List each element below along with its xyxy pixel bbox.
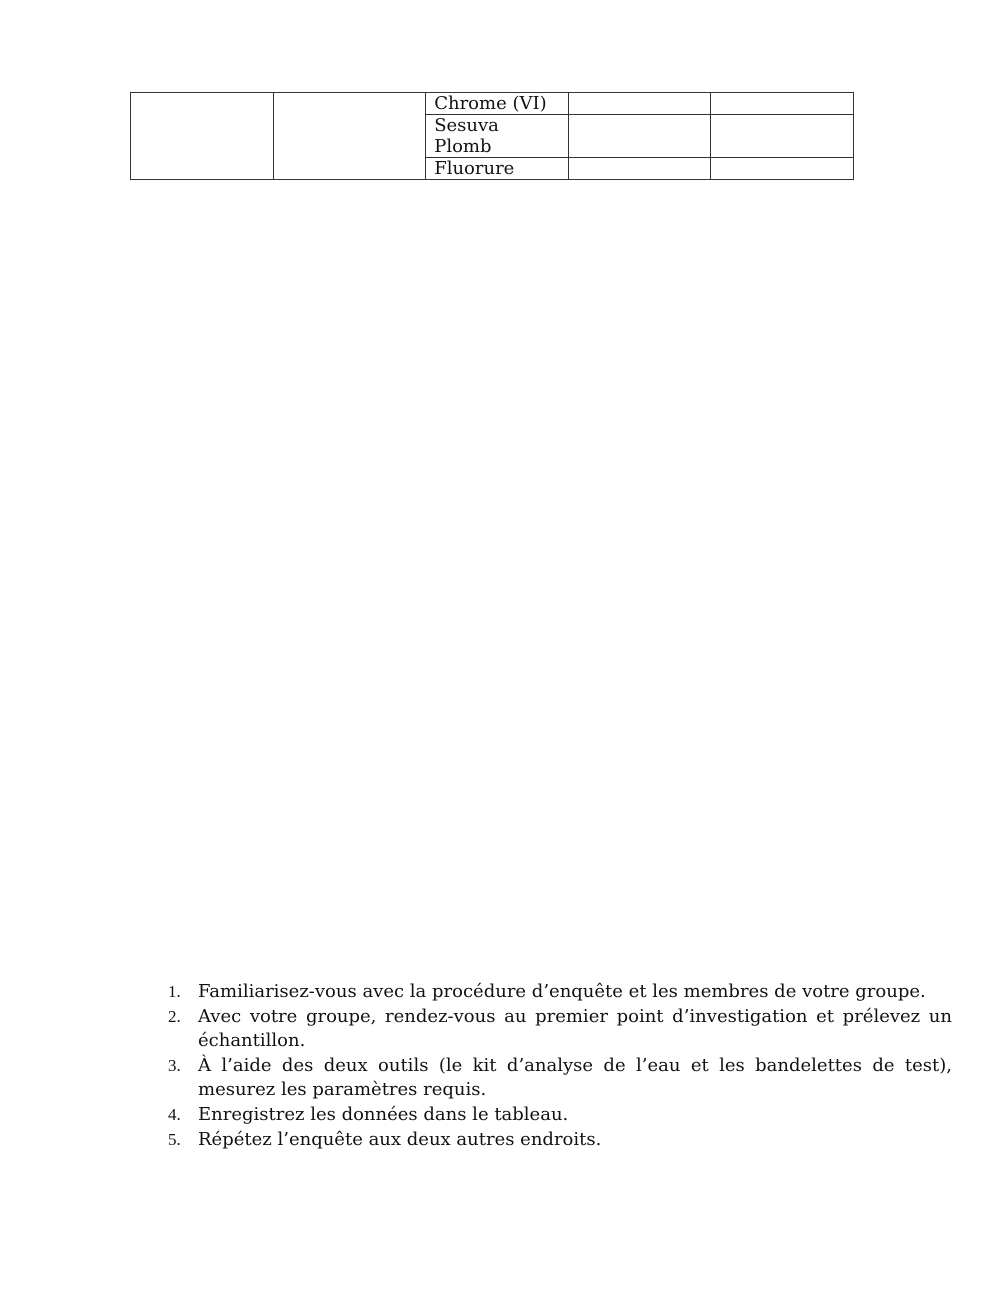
step-number: 4. bbox=[168, 1105, 181, 1124]
list-item bbox=[160, 1054, 952, 1102]
parameter-sesuva: Sesuva bbox=[434, 115, 499, 136]
list-item bbox=[160, 980, 952, 1004]
step-text: Enregistrez les données dans le tableau. bbox=[198, 1104, 569, 1125]
table-cell-parameter bbox=[426, 158, 569, 180]
step-number: 3. bbox=[168, 1056, 181, 1075]
step-number: 5. bbox=[168, 1130, 181, 1149]
table-cell-value bbox=[568, 93, 711, 115]
table-cell-value bbox=[568, 115, 711, 158]
table-cell-value bbox=[568, 158, 711, 180]
table-cell-value bbox=[711, 93, 854, 115]
parameters-table bbox=[130, 92, 854, 180]
table-cell-empty-location bbox=[131, 93, 274, 180]
list-item bbox=[160, 1103, 952, 1127]
table-cell-empty-site bbox=[273, 93, 426, 180]
table-cell-parameter bbox=[426, 93, 569, 115]
procedure-steps-list bbox=[160, 980, 952, 1153]
step-text: Familiarisez-vous avec la procédure d’enquête et les membres de votre groupe. bbox=[198, 981, 926, 1002]
table-cell-parameter bbox=[426, 115, 569, 158]
parameter-chrome: Chrome (VI) bbox=[434, 93, 547, 114]
parameter-plomb: Plomb bbox=[434, 136, 492, 157]
step-text: Répétez l’enquête aux deux autres endroits. bbox=[198, 1129, 602, 1150]
step-number: 2. bbox=[168, 1007, 181, 1026]
table-row bbox=[131, 93, 854, 115]
step-text: Avec votre groupe, rendez-vous au premier point d’investigation et prélevez un échantillon. bbox=[198, 1006, 952, 1051]
step-text: À l’aide des deux outils (le kit d’analyse de l’eau et les bandelettes de test), mesurez les paramètres requis. bbox=[198, 1055, 952, 1100]
parameter-fluorure: Fluorure bbox=[434, 158, 515, 179]
list-item bbox=[160, 1005, 952, 1053]
table-cell-value bbox=[711, 115, 854, 158]
step-number: 1. bbox=[168, 982, 181, 1001]
table-cell-value bbox=[711, 158, 854, 180]
list-item bbox=[160, 1128, 952, 1152]
